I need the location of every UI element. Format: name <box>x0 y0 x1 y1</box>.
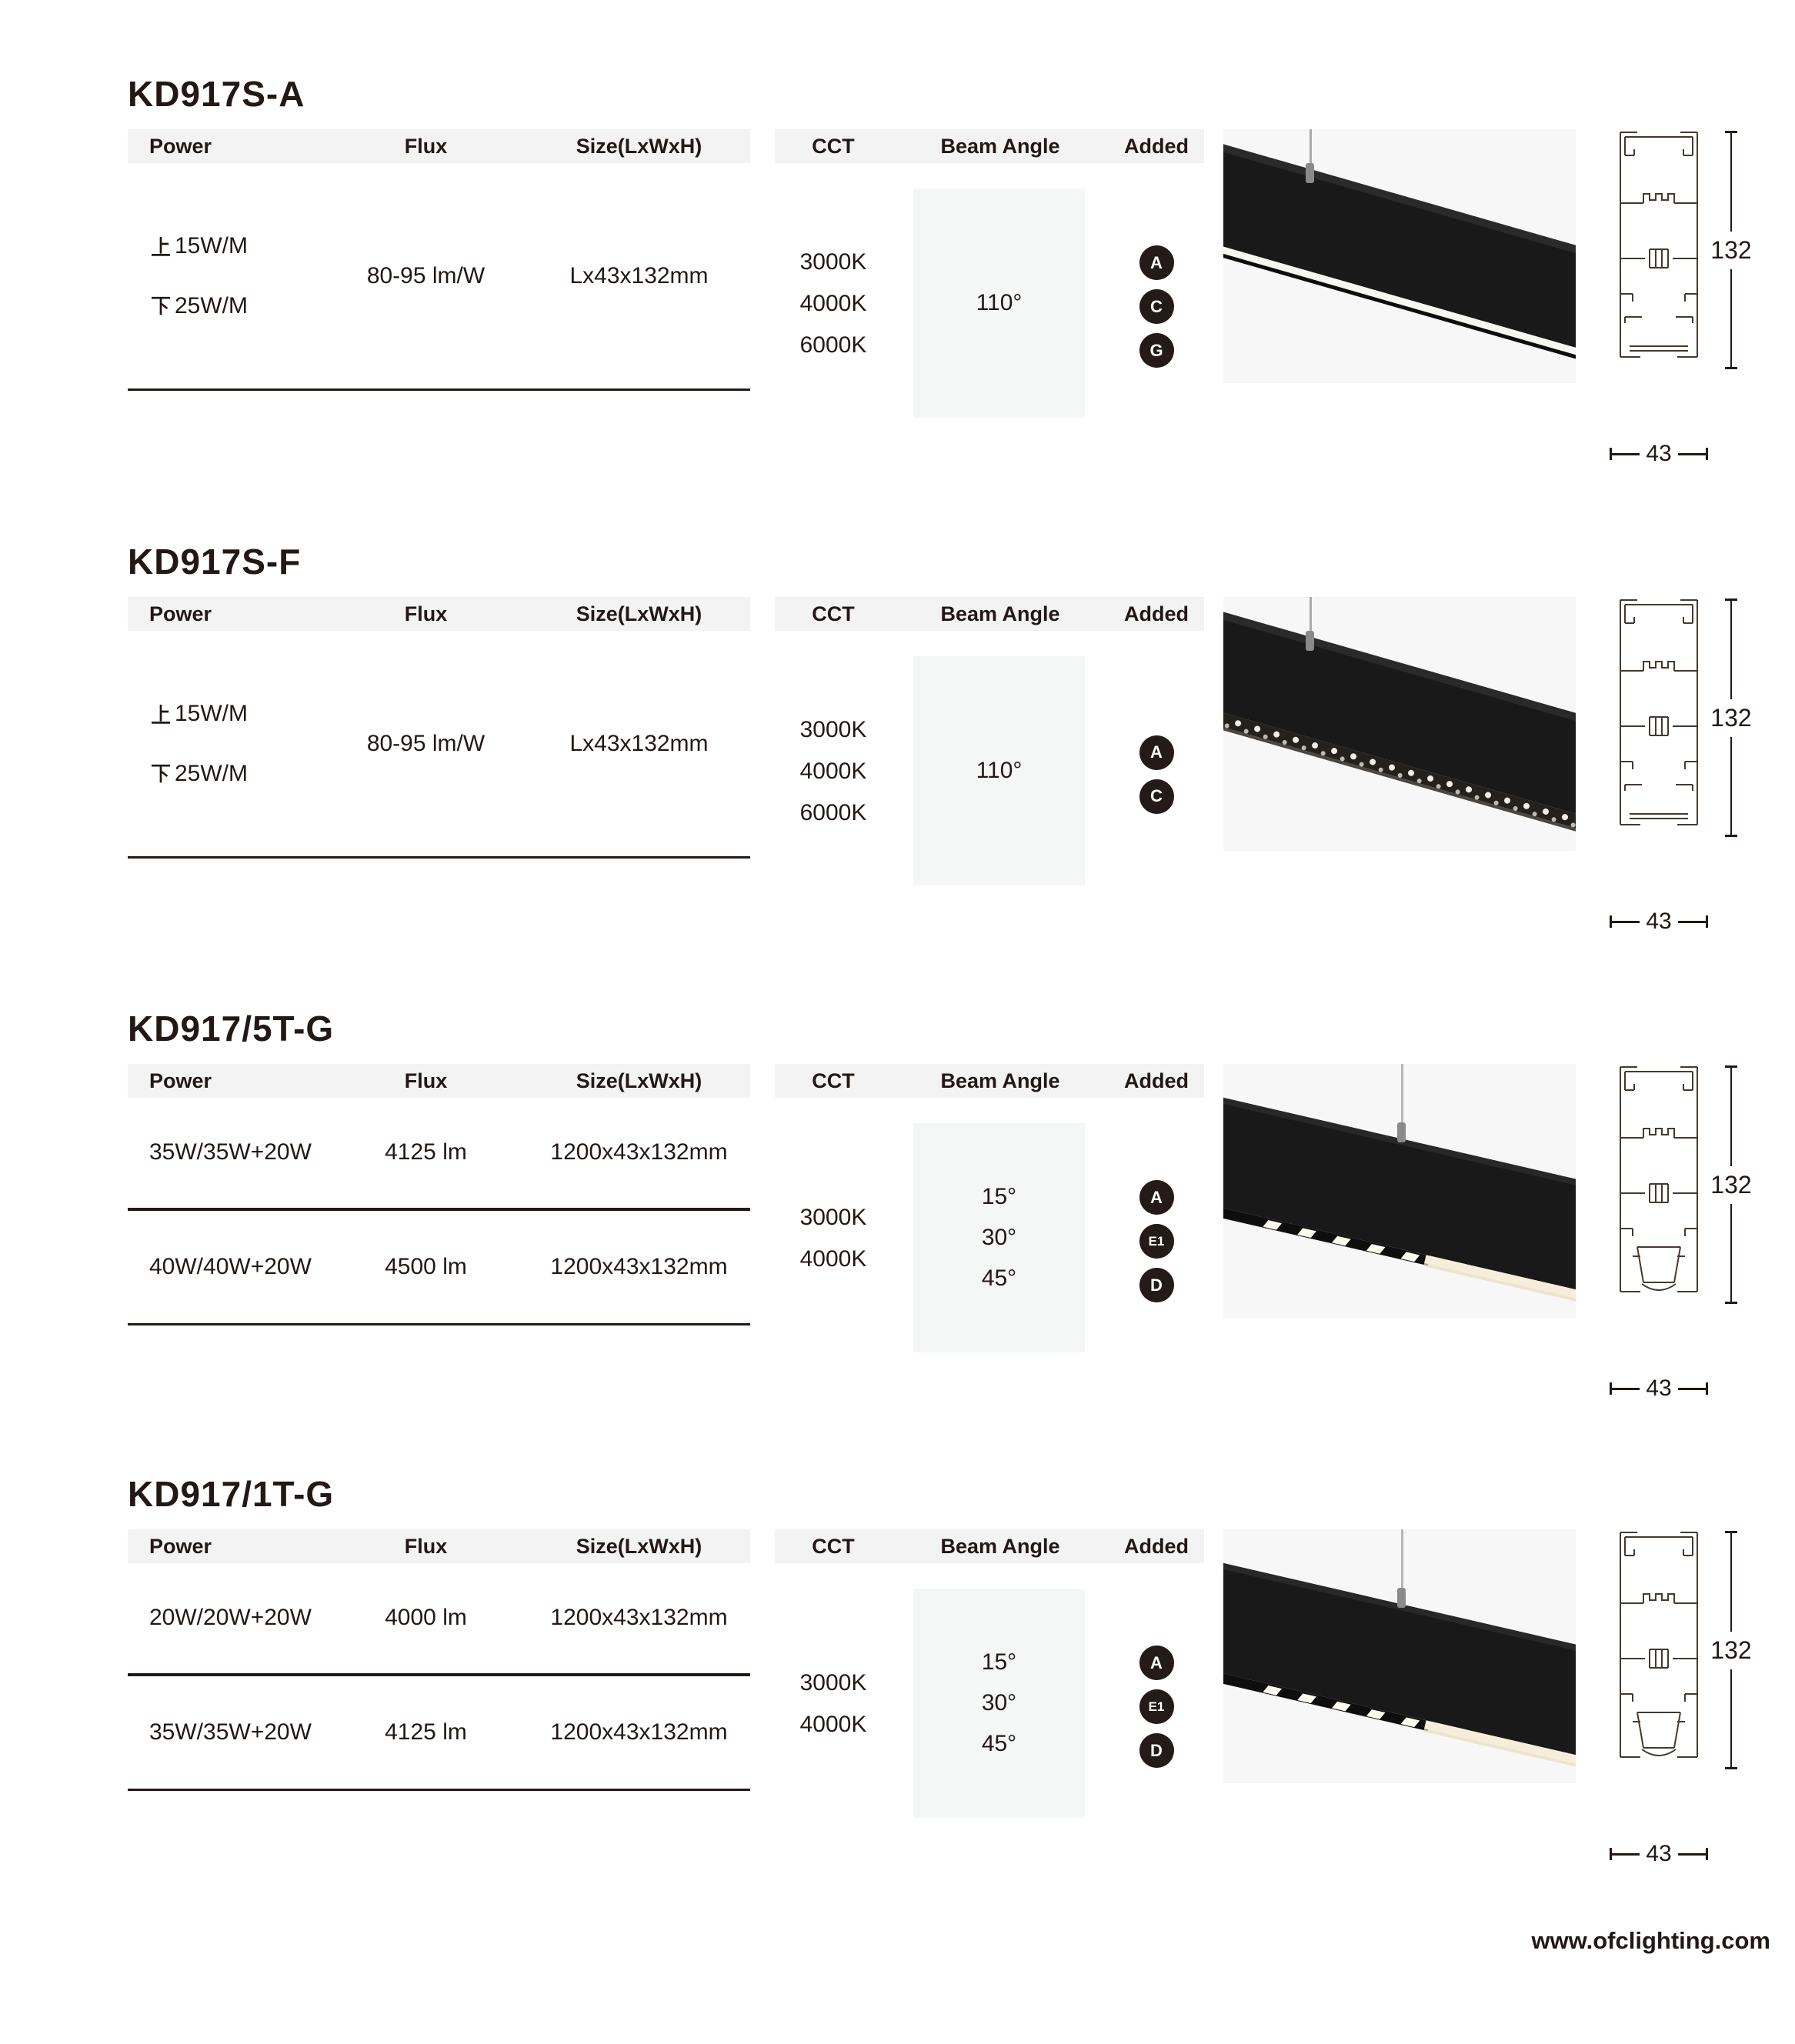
dimension-line <box>1678 1853 1706 1856</box>
beam-angle-value: 45° <box>981 1731 1017 1756</box>
cct-value: 3000K <box>799 1669 867 1696</box>
dimension-tick <box>1725 1767 1737 1769</box>
size-cell: 1200x43x132mm <box>550 1139 728 1165</box>
column-header: Beam Angle <box>940 1069 1060 1092</box>
spec-table-left <box>128 1064 750 1325</box>
dimension-line <box>1730 1533 1732 1632</box>
spec-row <box>128 1098 750 1211</box>
power-cell <box>128 163 324 388</box>
cct-value: 3000K <box>799 1204 867 1230</box>
column-header: Size(LxWxH) <box>576 602 702 625</box>
power-text: 15W/M <box>175 232 249 258</box>
beam-angle-box <box>913 188 1085 418</box>
power-value <box>149 1254 312 1280</box>
product-photo-image <box>1223 1064 1576 1318</box>
added-option-badge: A <box>1139 245 1174 280</box>
size-cell: Lx43x132mm <box>569 730 709 756</box>
spec-table-right-body <box>775 163 1204 388</box>
cct-values <box>775 1098 892 1323</box>
flux-cell: 4000 lm <box>385 1605 467 1631</box>
spec-row <box>128 1563 750 1676</box>
size-cell: 1200x43x132mm <box>550 1253 728 1279</box>
dimension-line <box>1730 1204 1732 1302</box>
spec-table-right-body <box>775 631 1204 856</box>
dimension-tick <box>1706 1382 1708 1395</box>
beam-angle-value: 15° <box>981 1649 1017 1675</box>
beam-angle-box <box>913 656 1085 885</box>
cct-value: 3000K <box>799 248 867 275</box>
beam-angle-value: 45° <box>981 1265 1017 1291</box>
cjk-down-icon <box>149 762 172 785</box>
footer-url: www.ofclighting.com <box>1531 1927 1770 1954</box>
column-header: Power <box>149 1069 212 1092</box>
spec-row <box>128 1211 750 1324</box>
added-option-badge: D <box>1139 1733 1174 1768</box>
power-text: 35W/35W+20W <box>149 1719 312 1745</box>
column-header: Flux <box>404 602 448 625</box>
height-dimension <box>1704 1065 1758 1304</box>
power-text: 15W/M <box>175 700 249 726</box>
column-header: CCT <box>812 134 855 158</box>
power-text: 40W/40W+20W <box>149 1253 312 1279</box>
spec-table-left-header <box>128 129 750 163</box>
spec-table-right <box>775 597 1204 856</box>
dimension-line <box>1730 601 1732 699</box>
power-cell <box>128 631 324 856</box>
column-header: Added <box>1124 1069 1189 1092</box>
width-dimension-label: 43 <box>1646 1841 1672 1866</box>
column-header: Flux <box>404 134 448 158</box>
product-photo-image <box>1223 1529 1576 1783</box>
cct-values <box>775 163 892 388</box>
profile-cross-section-drawing <box>1614 129 1703 360</box>
flux-cell: 80-95 lm/W <box>366 730 485 756</box>
spec-table-right-header <box>775 1064 1204 1098</box>
beam-angle-value: 30° <box>981 1690 1017 1716</box>
cjk-up-icon <box>149 702 172 725</box>
spec-table-right-body <box>775 1098 1204 1323</box>
product-photo <box>1223 129 1576 383</box>
spec-row <box>128 1676 750 1789</box>
spec-table-left <box>128 597 750 859</box>
column-header: CCT <box>812 602 855 625</box>
power-value <box>149 233 248 259</box>
size-cell: 1200x43x132mm <box>550 1719 728 1745</box>
flux-cell: 80-95 lm/W <box>366 262 485 288</box>
product-photo-image <box>1223 129 1576 383</box>
product-photo-image <box>1223 597 1576 851</box>
product-model-title: KD917/1T-G <box>128 1474 335 1514</box>
dimension-line <box>1678 1388 1706 1390</box>
column-header: Beam Angle <box>940 1534 1060 1558</box>
added-option-badge: A <box>1139 1646 1174 1680</box>
power-cell <box>128 1676 324 1789</box>
added-badges <box>1109 163 1204 388</box>
dimension-tick <box>1706 1848 1708 1860</box>
height-dimension-label: 132 <box>1710 1636 1752 1664</box>
height-dimension <box>1704 131 1758 369</box>
added-option-badge: A <box>1139 735 1174 770</box>
beam-angle-value: 30° <box>981 1225 1017 1250</box>
height-dimension-label: 132 <box>1710 1170 1752 1199</box>
spec-table-left-header <box>128 1529 750 1563</box>
dimension-line <box>1730 133 1732 232</box>
column-header: Power <box>149 134 212 158</box>
beam-angle-value: 15° <box>981 1184 1017 1209</box>
spec-table-right-header <box>775 597 1204 631</box>
power-value <box>149 293 248 319</box>
spec-table-right <box>775 129 1204 388</box>
power-cell <box>128 1563 324 1673</box>
product-model-title: KD917S-F <box>128 542 302 582</box>
cct-value: 4000K <box>799 1711 867 1737</box>
beam-angle-value: 110° <box>976 758 1023 783</box>
width-dimension-label: 43 <box>1646 1375 1672 1401</box>
width-dimension-label: 43 <box>1646 909 1672 934</box>
power-text: 35W/35W+20W <box>149 1139 312 1165</box>
dimension-line <box>1730 737 1732 835</box>
column-header: Size(LxWxH) <box>576 1534 702 1558</box>
added-option-badge: D <box>1139 1268 1174 1302</box>
cjk-down-icon <box>149 295 172 318</box>
cct-value: 4000K <box>799 290 867 316</box>
flux-cell: 4500 lm <box>385 1253 467 1279</box>
profile-cross-section-drawing <box>1614 1529 1703 1760</box>
spec-table-left-header <box>128 597 750 631</box>
flux-cell: 4125 lm <box>385 1139 467 1165</box>
column-header: Flux <box>404 1069 448 1092</box>
dimension-line <box>1678 453 1706 455</box>
beam-angle-box <box>913 1123 1085 1352</box>
spec-table-right-header <box>775 129 1204 163</box>
dimension-tick <box>1706 915 1708 928</box>
flux-cell: 4125 lm <box>385 1719 467 1745</box>
dimension-line <box>1730 1669 1732 1768</box>
column-header: Added <box>1124 602 1189 625</box>
height-dimension <box>1704 1531 1758 1769</box>
profile-cross-section-drawing <box>1614 597 1703 828</box>
column-header: Added <box>1124 1534 1189 1558</box>
power-value <box>149 1605 312 1631</box>
added-badges <box>1109 1563 1204 1789</box>
power-cell <box>128 1211 324 1324</box>
column-header: Power <box>149 1534 212 1558</box>
dimension-line <box>1730 269 1732 368</box>
added-badges <box>1109 1098 1204 1323</box>
product-photo <box>1223 1529 1576 1783</box>
dimension-tick <box>1725 835 1737 837</box>
added-option-badge: A <box>1139 1180 1174 1215</box>
column-header: Beam Angle <box>940 602 1060 625</box>
cct-values <box>775 1563 892 1789</box>
added-option-badge: E1 <box>1139 1224 1174 1259</box>
width-dimension <box>1610 1375 1708 1402</box>
beam-angle-value: 110° <box>976 290 1023 315</box>
width-dimension <box>1610 1841 1708 1867</box>
beam-angle-box <box>913 1589 1085 1818</box>
column-header: Power <box>149 602 212 625</box>
product-photo <box>1223 1064 1576 1318</box>
spec-row <box>128 163 750 388</box>
spec-table-left-body <box>128 1098 750 1325</box>
spec-table-left <box>128 129 750 391</box>
power-text: 25W/M <box>175 292 249 318</box>
spec-table-right <box>775 1529 1204 1789</box>
column-header: Size(LxWxH) <box>576 134 702 158</box>
spec-table-left-body <box>128 631 750 859</box>
height-dimension-label: 132 <box>1710 235 1752 264</box>
product-section <box>0 1473 1795 1892</box>
width-dimension-label: 43 <box>1646 441 1672 466</box>
size-cell: Lx43x132mm <box>569 262 709 288</box>
cjk-up-icon <box>149 235 172 258</box>
added-option-badge: C <box>1139 289 1174 324</box>
power-cell <box>128 1098 324 1208</box>
width-dimension <box>1610 441 1708 467</box>
product-photo <box>1223 597 1576 851</box>
dimension-line <box>1730 1068 1732 1166</box>
power-text: 20W/20W+20W <box>149 1605 312 1631</box>
power-value <box>149 701 248 727</box>
width-dimension <box>1610 909 1708 935</box>
spec-table-right-body <box>775 1563 1204 1789</box>
dimension-tick <box>1725 367 1737 369</box>
column-header: CCT <box>812 1069 855 1092</box>
power-text: 25W/M <box>175 760 249 786</box>
cct-value: 6000K <box>799 799 867 825</box>
spec-table-left-body <box>128 163 750 391</box>
column-header: Beam Angle <box>940 134 1060 158</box>
added-badges <box>1109 631 1204 856</box>
product-section <box>0 541 1795 960</box>
added-option-badge: C <box>1139 779 1174 814</box>
cct-value: 4000K <box>799 758 867 784</box>
spec-table-left-header <box>128 1064 750 1098</box>
dimension-tick <box>1725 1302 1737 1304</box>
power-value <box>149 761 248 787</box>
product-model-title: KD917/5T-G <box>128 1009 335 1049</box>
spec-row <box>128 631 750 856</box>
added-option-badge: E1 <box>1139 1689 1174 1724</box>
column-header: Size(LxWxH) <box>576 1069 702 1092</box>
dimension-line <box>1678 921 1706 923</box>
product-model-title: KD917S-A <box>128 74 305 114</box>
spec-table-left-body <box>128 1563 750 1791</box>
dimension-line <box>1612 1388 1640 1390</box>
column-header: CCT <box>812 1534 855 1558</box>
product-section <box>0 1008 1795 1427</box>
dimension-tick <box>1706 448 1708 460</box>
size-cell: 1200x43x132mm <box>550 1605 728 1631</box>
height-dimension-label: 132 <box>1710 703 1752 732</box>
height-dimension <box>1704 599 1758 837</box>
column-header: Flux <box>404 1534 448 1558</box>
cct-value: 6000K <box>799 332 867 358</box>
dimension-line <box>1612 1853 1640 1856</box>
cct-value: 4000K <box>799 1245 867 1272</box>
column-header: Added <box>1124 134 1189 158</box>
spec-table-right <box>775 1064 1204 1323</box>
spec-table-left <box>128 1529 750 1791</box>
product-section <box>0 73 1795 492</box>
added-option-badge: G <box>1139 333 1174 368</box>
cct-value: 3000K <box>799 716 867 742</box>
cct-values <box>775 631 892 856</box>
dimension-line <box>1612 921 1640 923</box>
dimension-line <box>1612 453 1640 455</box>
power-value <box>149 1139 312 1165</box>
power-value <box>149 1719 312 1746</box>
spec-table-right-header <box>775 1529 1204 1563</box>
profile-cross-section-drawing <box>1614 1064 1703 1295</box>
